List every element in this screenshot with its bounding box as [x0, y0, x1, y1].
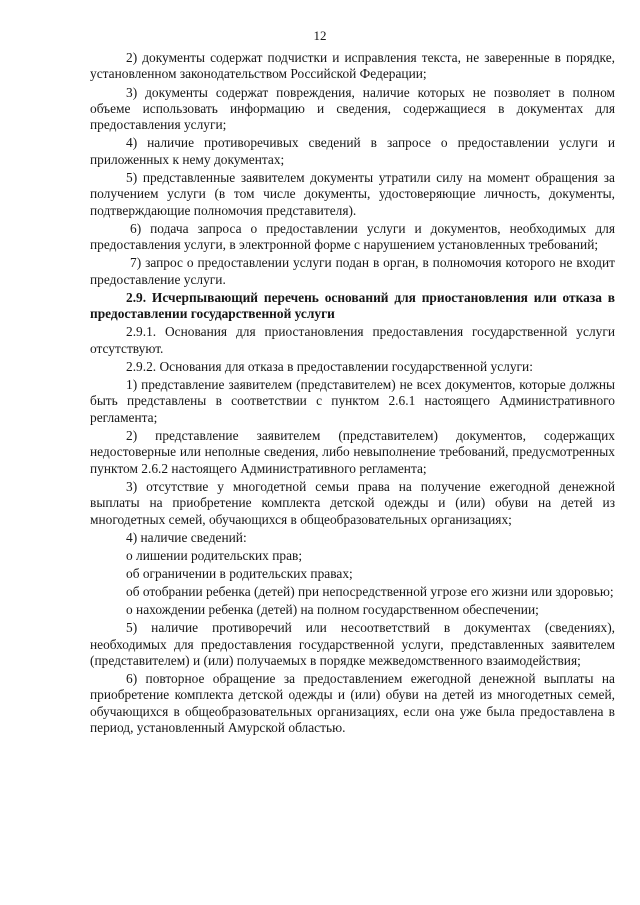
- paragraph-item-4: 4) наличие противоречивых сведений в запросе о предоставлении услуги и приложенных к нему документах;: [90, 135, 615, 167]
- refusal-item-5: 5) наличие противоречий или несоответствий в документах (сведениях), необходимых для предоставления государственной услуги, представленных заявителем (представителем) и (или) получаемых в порядке межведомственного взаимодействия;: [90, 620, 615, 668]
- page-number: 12: [313, 28, 327, 43]
- refusal-subitem-state-care: о нахождении ребенка (детей) на полном государственном обеспечении;: [126, 602, 539, 617]
- refusal-item-3: 3) отсутствие у многодетной семьи права на получение ежегодной денежной выплаты на приобретение комплекта детской одежды и (или) обуви на детей из многодетных семей, обучающихся в общеобразовательных организациях;: [90, 478, 615, 527]
- paragraph-item-6: 6) подача запроса о предоставлении услуги и документов, необходимых для предоставления услуги, в электронной форме с нарушением установленных требований;: [90, 220, 615, 253]
- paragraph-item-7: 7) запрос о предоставлении услуги подан в орган, в полномочия которого не входит предоставление услуги.: [90, 255, 615, 287]
- document-body: [90, 50, 615, 738]
- refusal-subitem-restriction: об ограничении в родительских правах;: [126, 565, 353, 581]
- refusal-subitem-deprivation: о лишении родительских прав;: [126, 547, 303, 563]
- refusal-item-1: 1) представление заявителем (представителем) не всех документов, которые должны быть представлены в соответствии с пунктом 2.6.1 настоящего Административного регламента;: [90, 376, 615, 425]
- paragraph-item-2: 2) документы содержат подчистки и исправления текста, не заверенные в порядке, установленном законодательством Российской Федерации;: [90, 50, 615, 82]
- refusal-item-4: 4) наличие сведений:: [126, 529, 247, 545]
- refusal-subitem-removal: об отобрании ребенка (детей) при непосредственной угрозе его жизни или здоровью;: [126, 583, 614, 599]
- paragraph-item-5: 5) представленные заявителем документы утратили силу на момент обращения за получением услуги (в том числе документы, удостоверяющие личность, документы, подтверждающие полномочия представителя).: [90, 169, 615, 218]
- refusal-item-6: 6) повторное обращение за предоставлением ежегодной денежной выплаты на приобретение комплекта детской одежды и (или) обуви на детей из многодетных семей, обучающихся в общеобразовательных организациях, если она уже была предоставлена в период, установленный Амурской областью.: [90, 671, 615, 736]
- paragraph-2-9-2: 2.9.2. Основания для отказа в предоставлении государственной услуги:: [126, 358, 533, 374]
- paragraph-2-9-1: 2.9.1. Основания для приостановления предоставления государственной услуги отсутствуют.: [90, 324, 615, 356]
- refusal-item-2: 2) представление заявителем (представителем) документов, содержащих недостоверные или неполные сведения, либо невыполнение требований, предусмотренных пунктом 2.6.2 настоящего Административного регламента;: [90, 427, 615, 476]
- section-heading-2-9: 2.9. Исчерпывающий перечень оснований для приостановления или отказа в предоставлении государственной услуги: [90, 289, 615, 322]
- paragraph-item-3: 3) документы содержат повреждения, наличие которых не позволяет в полном объеме использовать информацию и сведения, содержащиеся в документах для предоставления услуги;: [90, 84, 615, 133]
